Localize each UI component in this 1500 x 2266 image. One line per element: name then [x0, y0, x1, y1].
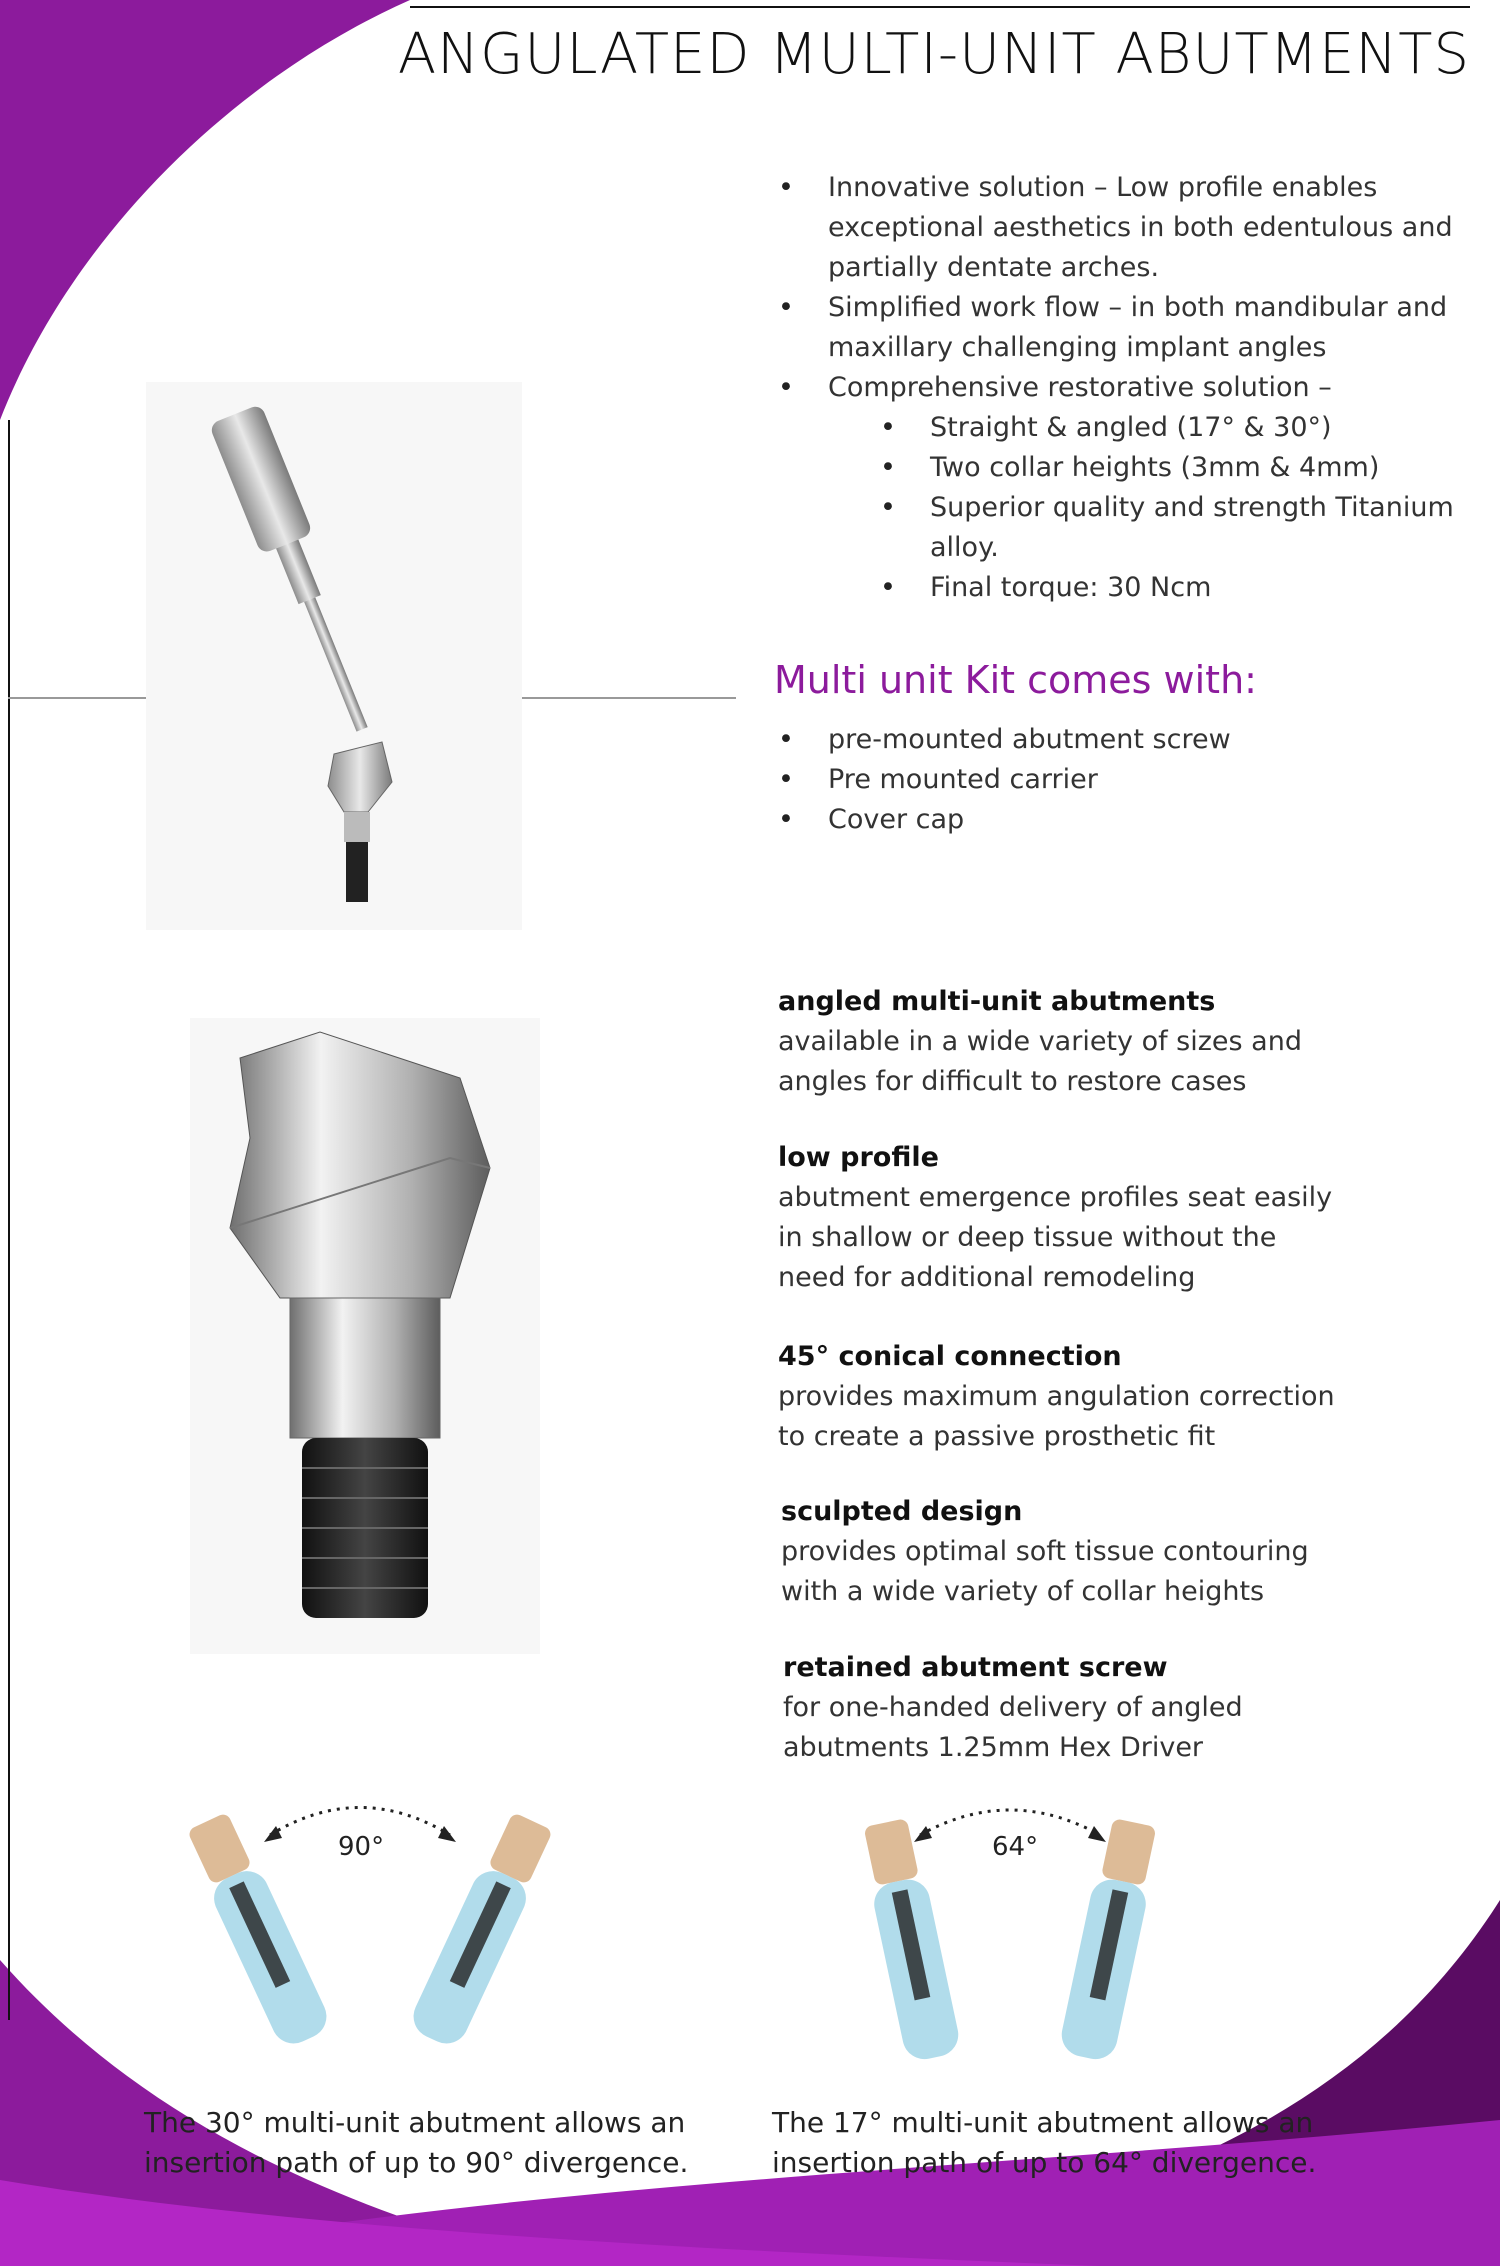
feature-sub-item: • Final torque: 30 Ncm	[930, 568, 1480, 608]
angle-label: 90°	[338, 1832, 385, 1862]
detail-title: 45° conical connection	[778, 1341, 1122, 1372]
detail-title: low profile	[778, 1142, 939, 1173]
detail-title: angled multi-unit abutments	[778, 986, 1216, 1017]
angled-abutment-illustration	[190, 1018, 540, 1654]
page-title: ANGULATED MULTI-UNIT ABUTMENTS	[397, 22, 1470, 87]
divider-left	[8, 697, 146, 699]
divergence-illustration-17	[840, 1790, 1180, 2090]
feature-sub-list	[930, 408, 1480, 608]
feature-sub-item: • Straight & angled (17° & 30°)	[930, 408, 1480, 448]
detail-body: abutment emergence profiles seat easily in shallow or deep tissue without the need for additional remodeling	[778, 1182, 1333, 1293]
divider-right	[522, 697, 736, 699]
product-image-abutment	[190, 1018, 540, 1654]
angle-label: 64°	[992, 1832, 1039, 1862]
feature-sub-item: • Superior quality and strength Titanium alloy.	[930, 488, 1480, 568]
left-rule	[8, 420, 10, 2020]
detail-title: retained abutment screw	[783, 1652, 1168, 1683]
divergence-illustration-30	[180, 1790, 560, 2090]
detail-body: for one-handed delivery of angled abutments 1.25mm Hex Driver	[783, 1692, 1243, 1763]
kit-heading: Multi unit Kit comes with:	[774, 658, 1257, 702]
feature-item: • Comprehensive restorative solution –	[828, 368, 1478, 408]
detail-body: provides optimal soft tissue contouring with a wide variety of collar heights	[781, 1536, 1309, 1607]
abutment-carrier-illustration	[146, 382, 522, 930]
detail-block	[778, 982, 1338, 1102]
detail-title: sculpted design	[781, 1496, 1023, 1527]
feature-item: • Innovative solution – Low profile enables exceptional aesthetics in both edentulous and partially dentate arches.	[828, 168, 1478, 288]
detail-block	[783, 1648, 1343, 1768]
feature-list	[828, 168, 1478, 408]
detail-block	[778, 1337, 1338, 1457]
caption-30: The 30° multi-unit abutment allows an insertion path of up to 90° divergence.	[144, 2106, 689, 2179]
detail-block	[778, 1138, 1338, 1298]
kit-item: • Pre mounted carrier	[828, 760, 1428, 800]
title-rule	[410, 6, 1470, 8]
kit-item: • pre-mounted abutment screw	[828, 720, 1428, 760]
product-image-carrier	[146, 382, 522, 930]
kit-item: • Cover cap	[828, 800, 1428, 840]
kit-list	[828, 720, 1428, 840]
caption-17: The 17° multi-unit abutment allows an insertion path of up to 64° divergence.	[772, 2106, 1317, 2179]
feature-item: • Simplified work flow – in both mandibular and maxillary challenging implant angles	[828, 288, 1478, 368]
detail-block	[781, 1492, 1341, 1612]
detail-body: provides maximum angulation correction to create a passive prosthetic fit	[778, 1381, 1335, 1452]
detail-body: available in a wide variety of sizes and angles for difficult to restore cases	[778, 1026, 1302, 1097]
feature-sub-item: • Two collar heights (3mm & 4mm)	[930, 448, 1480, 488]
